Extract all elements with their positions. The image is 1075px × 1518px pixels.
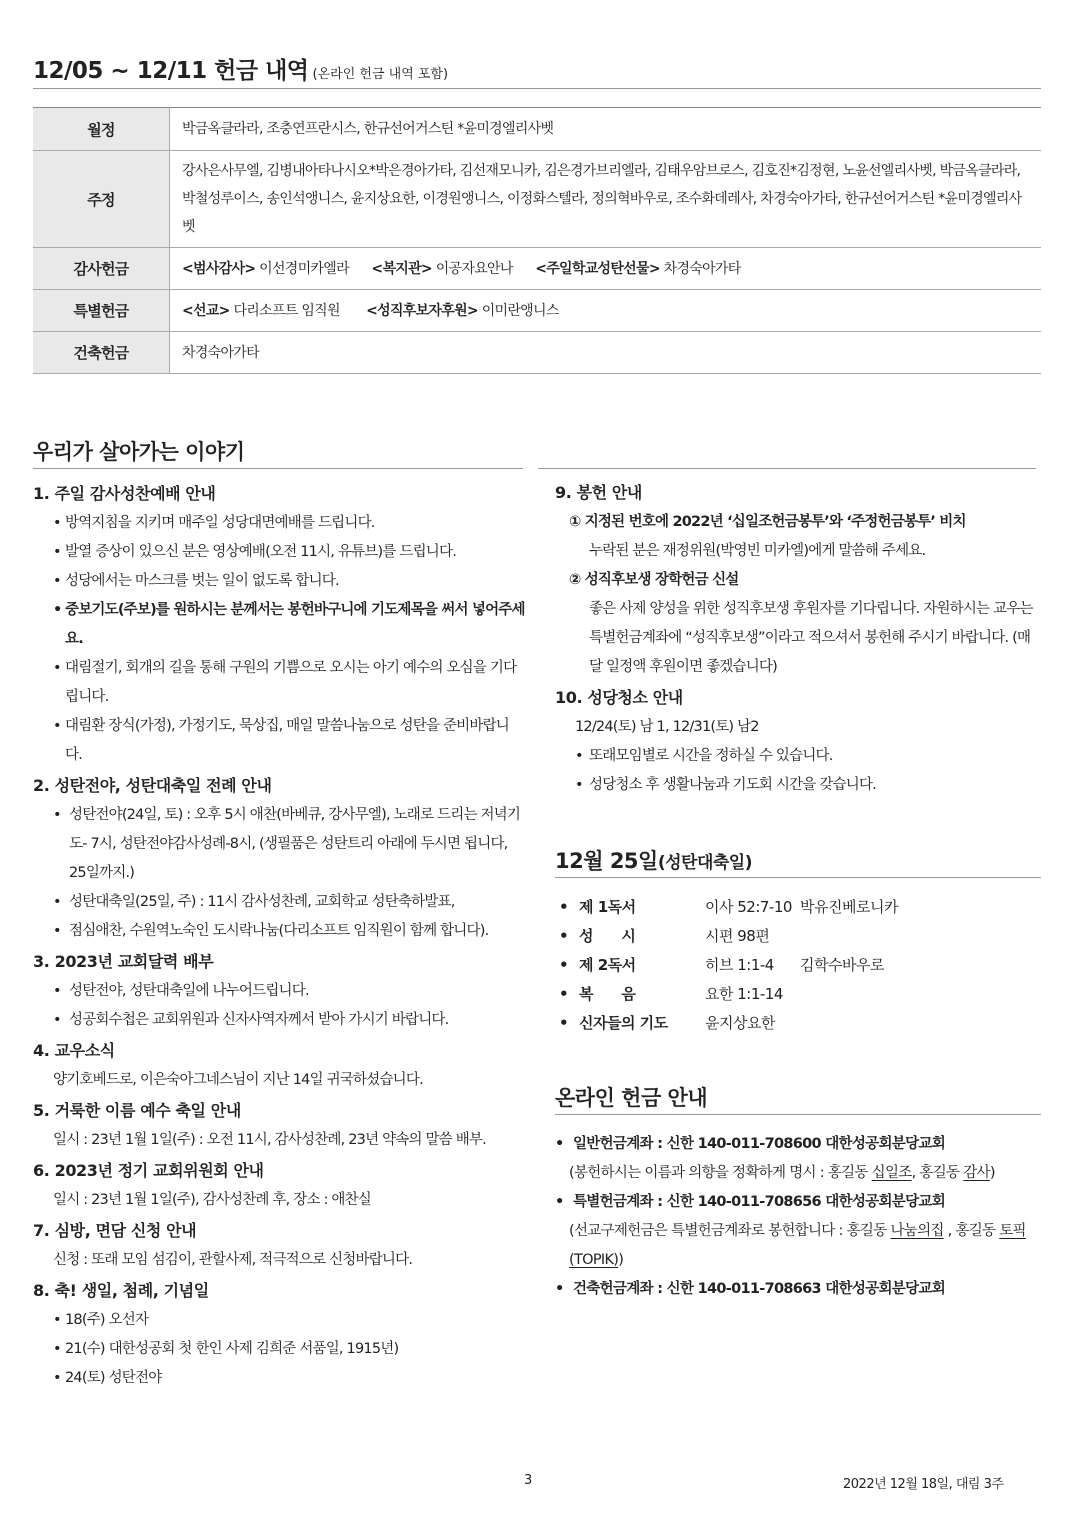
list-item bbox=[555, 893, 898, 922]
list-item bbox=[555, 980, 898, 1009]
account-building: • 건축헌금계좌 : 신한 140-011-708663 대한성공회분당교회 bbox=[555, 1275, 1045, 1304]
note-text: (봉헌하시는 이름과 의향을 정확하게 명시 : 홍길동 bbox=[569, 1165, 872, 1181]
numbered-item: ② 성직후보생 장학헌금 신설 bbox=[569, 572, 739, 588]
row-label: 건축헌금 bbox=[33, 332, 170, 374]
section-text: 누락된 분은 재정위원(박영빈 미카엘)에게 말씀해 주세요. bbox=[589, 543, 926, 559]
row-label: 주정 bbox=[33, 151, 170, 248]
offering-header bbox=[33, 52, 1041, 89]
online-title: 온라인 헌금 안내 bbox=[555, 1082, 1041, 1115]
section-text: 양기호베드로, 이은숙아그네스님이 지난 14일 귀국하셨습니다. bbox=[53, 1072, 423, 1088]
christmas-title-main: 12월 25일 bbox=[555, 849, 658, 873]
list-item: • 18(주) 오선자 bbox=[33, 1306, 525, 1335]
readings-list bbox=[555, 893, 898, 1038]
note-text: , 홍길동 bbox=[911, 1165, 964, 1181]
section-heading: 9. 봉헌 안내 bbox=[555, 483, 642, 502]
news-right-column bbox=[555, 477, 1043, 800]
numbered-item: ① 지정된 번호에 2022년 ‘십일조헌금봉투’와 ‘주정헌금봉투’ 비치 bbox=[569, 514, 966, 530]
list-item: • 21(수) 대한성공회 첫 한인 사제 김희준 서품일, 1915년) bbox=[33, 1335, 525, 1364]
reading-ref: 이사 52:7-10 bbox=[705, 898, 792, 916]
note-example: 나눔의집 bbox=[890, 1223, 944, 1239]
list-item: • 대림절기, 회개의 길을 통해 구원의 기쁨으로 오시는 아기 예수의 오심을 기다립니다. bbox=[33, 654, 525, 712]
offering-name: 다리소프트 임직원 bbox=[233, 302, 340, 319]
note-text: ) bbox=[989, 1165, 995, 1181]
section-text: 일시 : 23년 1월 1일(주) : 오전 11시, 감사성찬례, 23년 약속의 말씀 배부. bbox=[53, 1132, 486, 1148]
account-note bbox=[555, 1159, 1045, 1188]
list-item: • 방역지침을 지키며 매주일 성당대면예배를 드립니다. bbox=[33, 509, 525, 538]
account-general: • 일반헌금계좌 : 신한 140-011-708600 대한성공회분당교회 bbox=[555, 1130, 1045, 1159]
row-value: 강사은사무엘, 김병내아타나시오*박은경아가타, 김선재모니카, 김은경가브리엘라, 김태우암브로스, 김호진*김정현, 노윤선엘리사벳, 박금옥클라라, 박철성루이스, 송인석앵니스, 윤지상요한, 이경원앵니스, 이정화스텔라, 정의혁바우로, 조수화데레사, 차경숙아가타, 한규선어거스틴 *윤미경엘리사벳 bbox=[170, 151, 1042, 248]
news-title: 우리가 살아가는 이야기 bbox=[33, 436, 523, 469]
account-note bbox=[555, 1217, 1045, 1275]
list-item: • 성당에서는 마스크를 벗는 일이 없도록 합니다. bbox=[33, 567, 525, 596]
table-row bbox=[33, 248, 1041, 290]
section-text: 일시 : 23년 1월 1일(주), 감사성찬례 후, 장소 : 애찬실 bbox=[53, 1192, 372, 1208]
list-item: • 발열 증상이 있으신 분은 영상예배(오전 11시, 유튜브)를 드립니다. bbox=[33, 538, 525, 567]
table-row bbox=[33, 108, 1041, 151]
offering-tag: <복지관> bbox=[371, 260, 432, 277]
offering-tag: <주일학교성탄선물> bbox=[535, 260, 660, 277]
reading-label: • 신자들의 기도 bbox=[555, 1009, 705, 1038]
row-value bbox=[170, 248, 1042, 290]
note-example: 십일조 bbox=[871, 1165, 912, 1181]
list-item: • 24(토) 성탄전야 bbox=[33, 1364, 525, 1393]
reading-label: • 성 시 bbox=[555, 922, 705, 951]
row-label: 월정 bbox=[33, 108, 170, 151]
offering-tag: <선교> bbox=[182, 302, 230, 319]
note-text: ) bbox=[618, 1252, 624, 1268]
offering-tag: <성직후보자후원> bbox=[366, 302, 478, 319]
list-item: • 성공회수첩은 교회위원과 신자사역자께서 받아 가시기 바랍니다. bbox=[33, 1006, 525, 1035]
section-heading: 3. 2023년 교회달력 배부 bbox=[33, 952, 214, 971]
section-heading: 6. 2023년 정기 교회위원회 안내 bbox=[33, 1161, 264, 1180]
list-item bbox=[555, 922, 898, 951]
offering-title: 12/05 ~ 12/11 헌금 내역 bbox=[33, 58, 309, 84]
list-item: • 성탄전야, 성탄대축일에 나누어드립니다. bbox=[33, 977, 525, 1006]
list-item: • 또래모임별로 시간을 정하실 수 있습니다. bbox=[555, 742, 1043, 771]
page-number: 3 bbox=[524, 1473, 532, 1488]
section-text: 좋은 사제 양성을 위한 성직후보생 후원자를 기다립니다. 자원하시는 교우는 특별헌금계좌에 “성직후보생”이라고 적으셔서 봉헌해 주시기 바랍니다. (매달 일정액 후원이면 좋겠습니다) bbox=[589, 601, 1033, 675]
reading-label: • 복 음 bbox=[555, 980, 705, 1009]
note-text: (선교구제헌금은 특별헌금계좌로 봉헌합니다 : 홍길동 bbox=[569, 1223, 891, 1239]
offering-table bbox=[33, 107, 1041, 374]
note-text: , 홍길동 bbox=[943, 1223, 1000, 1239]
account-special: • 특별헌금계좌 : 신한 140-011-708656 대한성공회분당교회 bbox=[555, 1188, 1045, 1217]
list-item: • 성탄전야(24일, 토) : 오후 5시 애찬(바베큐, 강사무엘), 노래로 드리는 저녁기도- 7시, 성탄전야감사성례-8시, (생필품은 성탄트리 아래에 두시면 됩니다, 25일까지.) bbox=[33, 801, 525, 888]
section-heading: 2. 성탄전야, 성탄대축일 전례 안내 bbox=[33, 776, 272, 795]
section-heading: 1. 주일 감사성찬예배 안내 bbox=[33, 484, 216, 503]
reading-person: 김학수바우로 bbox=[800, 956, 884, 974]
offering-name: 이공자요안나 bbox=[435, 260, 513, 277]
section-heading: 5. 거룩한 이름 예수 축일 안내 bbox=[33, 1101, 241, 1120]
reading-label: • 제 1독서 bbox=[555, 893, 705, 922]
row-label: 감사헌금 bbox=[33, 248, 170, 290]
list-item bbox=[555, 1009, 898, 1038]
section-heading: 10. 성당청소 안내 bbox=[555, 688, 683, 707]
section-text: 12/24(토) 남 1, 12/31(토) 남2 bbox=[575, 719, 759, 735]
list-item: • 성당청소 후 생활나눔과 기도회 시간을 갖습니다. bbox=[555, 771, 1043, 800]
list-item bbox=[555, 951, 898, 980]
table-row bbox=[33, 290, 1041, 332]
news-left-column bbox=[33, 478, 525, 1393]
reading-label: • 제 2독서 bbox=[555, 951, 705, 980]
section-heading: 8. 축! 생일, 첨례, 기념일 bbox=[33, 1281, 209, 1300]
list-item: • 성탄대축일(25일, 주) : 11시 감사성찬례, 교회학교 성탄축하발표, bbox=[33, 888, 525, 917]
offering-name: 차경숙아가타 bbox=[663, 260, 741, 277]
row-value bbox=[170, 290, 1042, 332]
offering-subtitle: (온라인 헌금 내역 포함) bbox=[312, 67, 449, 82]
section-text: 신청 : 또래 모임 섬김이, 관할사제, 적극적으로 신청바랍니다. bbox=[53, 1252, 413, 1268]
note-example: 토픽(TOPIK) bbox=[569, 1223, 1026, 1268]
offering-tag: <범사감사> bbox=[182, 260, 256, 277]
list-item: • 대림환 장식(가정), 가정기도, 묵상집, 매일 말씀나눔으로 성탄을 준비바랍니다. bbox=[33, 712, 525, 770]
reading-ref: 윤지상요한 bbox=[705, 1014, 775, 1032]
reading-ref: 요한 1:1-14 bbox=[705, 985, 783, 1003]
note-example: 감사 bbox=[963, 1165, 990, 1181]
reading-person: 박유진베로니카 bbox=[800, 898, 898, 916]
christmas-title bbox=[555, 845, 1041, 878]
list-item: • 중보기도(주보)를 원하시는 분께서는 봉헌바구니에 기도제목을 써서 넣어주세요. bbox=[33, 596, 525, 654]
reading-ref: 시편 98편 bbox=[705, 927, 770, 945]
christmas-subtitle: (성탄대축일) bbox=[657, 853, 752, 873]
offering-name: 이미란앵니스 bbox=[481, 302, 559, 319]
offering-name: 이선경미카엘라 bbox=[259, 260, 349, 277]
section-heading: 7. 심방, 면담 신청 안내 bbox=[33, 1221, 197, 1240]
divider bbox=[538, 468, 1036, 469]
list-item: • 점심애찬, 수원역노숙인 도시락나눔(다리소프트 임직원이 함께 합니다). bbox=[33, 917, 525, 946]
section-heading: 4. 교우소식 bbox=[33, 1041, 115, 1060]
row-value: 차경숙아가타 bbox=[170, 332, 1042, 374]
table-row bbox=[33, 151, 1041, 248]
row-label: 특별헌금 bbox=[33, 290, 170, 332]
online-accounts bbox=[555, 1130, 1045, 1304]
table-row bbox=[33, 332, 1041, 374]
reading-ref: 히브 1:1-4 bbox=[705, 956, 774, 974]
footer-date: 2022년 12월 18일, 대림 3주 bbox=[843, 1477, 1004, 1492]
row-value: 박금옥클라라, 조충연프란시스, 한규선어거스틴 *윤미경엘리사벳 bbox=[170, 108, 1042, 151]
